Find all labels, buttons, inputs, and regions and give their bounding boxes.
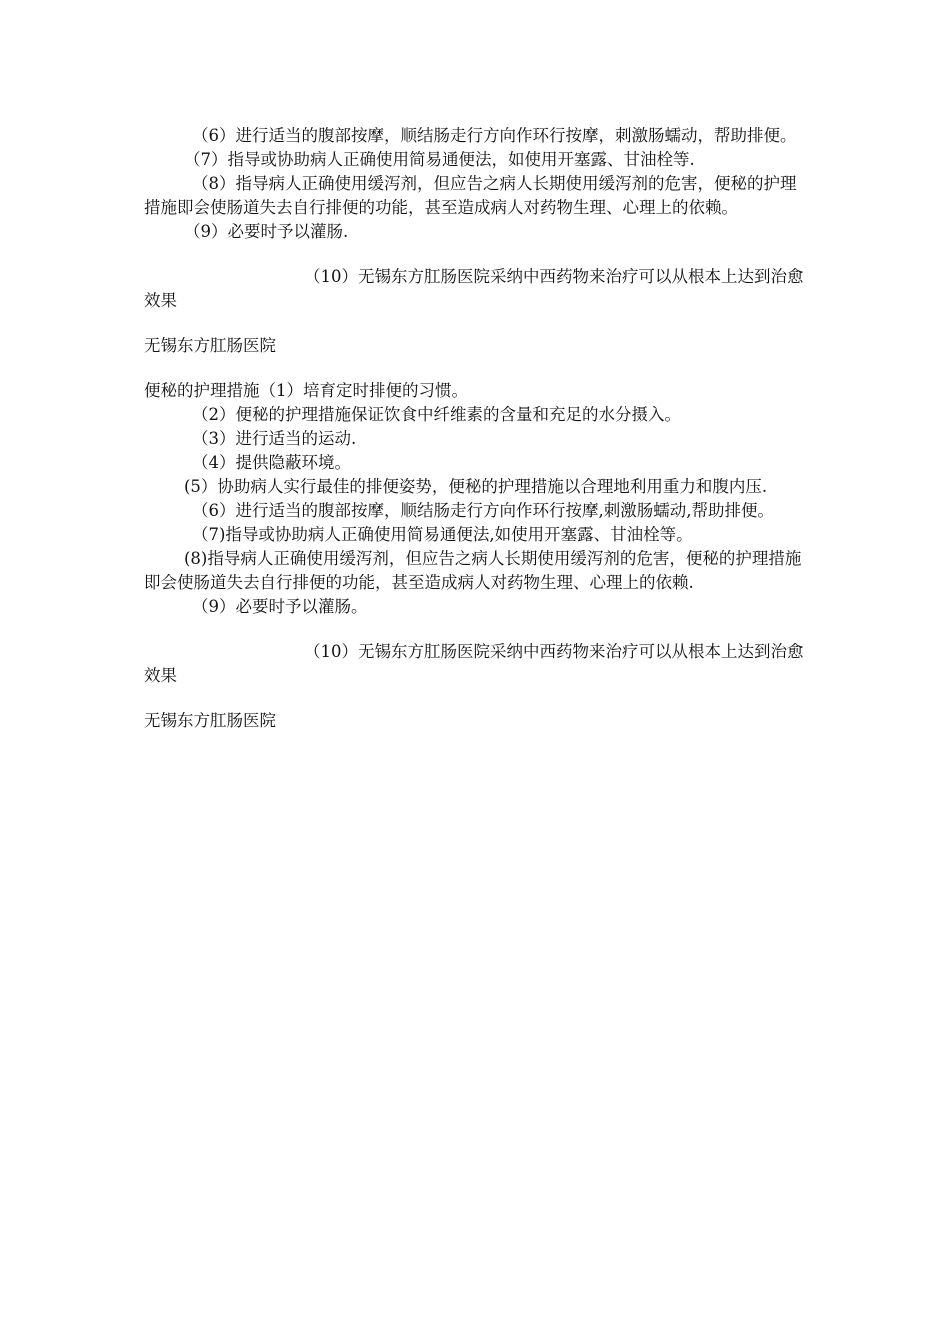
- spacer: [144, 358, 804, 379]
- paragraph-item-5: (5）协助病人实行最佳的排便姿势，便秘的护理措施以合理地利用重力和腹内压.: [184, 477, 768, 496]
- paragraph-item-9: （9）必要时予以灌肠.: [184, 222, 349, 241]
- spacer: [144, 688, 804, 709]
- paragraph-item-10: （10）无锡东方肛肠医院采纳中西药物来治疗可以从根本上达到治愈效果: [144, 642, 804, 685]
- paragraph-item-8: （8）指导病人正确使用缓泻剂，但应告之病人长期使用缓泻剂的危害，便秘的护理措施即会使肠道失去自行排便的功能，甚至造成病人对药物生理、心理上的依赖。: [144, 174, 797, 217]
- spacer: [144, 619, 804, 640]
- paragraph-item-10: （10）无锡东方肛肠医院采纳中西药物来治疗可以从根本上达到治愈效果: [144, 267, 804, 310]
- spacer: [144, 313, 804, 334]
- paragraph-item-3: （3）进行适当的运动.: [192, 429, 357, 448]
- paragraph-item-6: （6）进行适当的腹部按摩，顺结肠走行方向作环行按摩,刺激肠蠕动,帮助排便。: [192, 501, 774, 520]
- hospital-name: 无锡东方肛肠医院: [144, 336, 276, 355]
- paragraph-item-6: （6）进行适当的腹部按摩，顺结肠走行方向作环行按摩，刺激肠蠕动，帮助排便。: [192, 126, 797, 145]
- document-page: [144, 124, 804, 733]
- paragraph-item-4: （4）提供隐蔽环境。: [192, 453, 351, 472]
- paragraph-item-9: （9）必要时予以灌肠。: [192, 597, 368, 616]
- paragraph-item-1: 便秘的护理措施（1）培育定时排便的习惯。: [144, 381, 468, 400]
- paragraph-item-7: （7）指导或协助病人正确使用简易通便法，如使用开塞露、甘油栓等.: [184, 150, 695, 169]
- paragraph-item-2: （2）便秘的护理措施保证饮食中纤维素的含量和充足的水分摄入。: [192, 405, 681, 424]
- spacer: [144, 244, 804, 265]
- paragraph-item-8: (8)指导病人正确使用缓泻剂，但应告之病人长期使用缓泻剂的危害，便秘的护理措施即会使肠道失去自行排便的功能，甚至造成病人对药物生理、心理上的依赖.: [144, 549, 802, 592]
- hospital-name: 无锡东方肛肠医院: [144, 711, 276, 730]
- paragraph-item-7: （7)指导或协助病人正确使用简易通便法,如使用开塞露、甘油栓等。: [192, 525, 693, 544]
